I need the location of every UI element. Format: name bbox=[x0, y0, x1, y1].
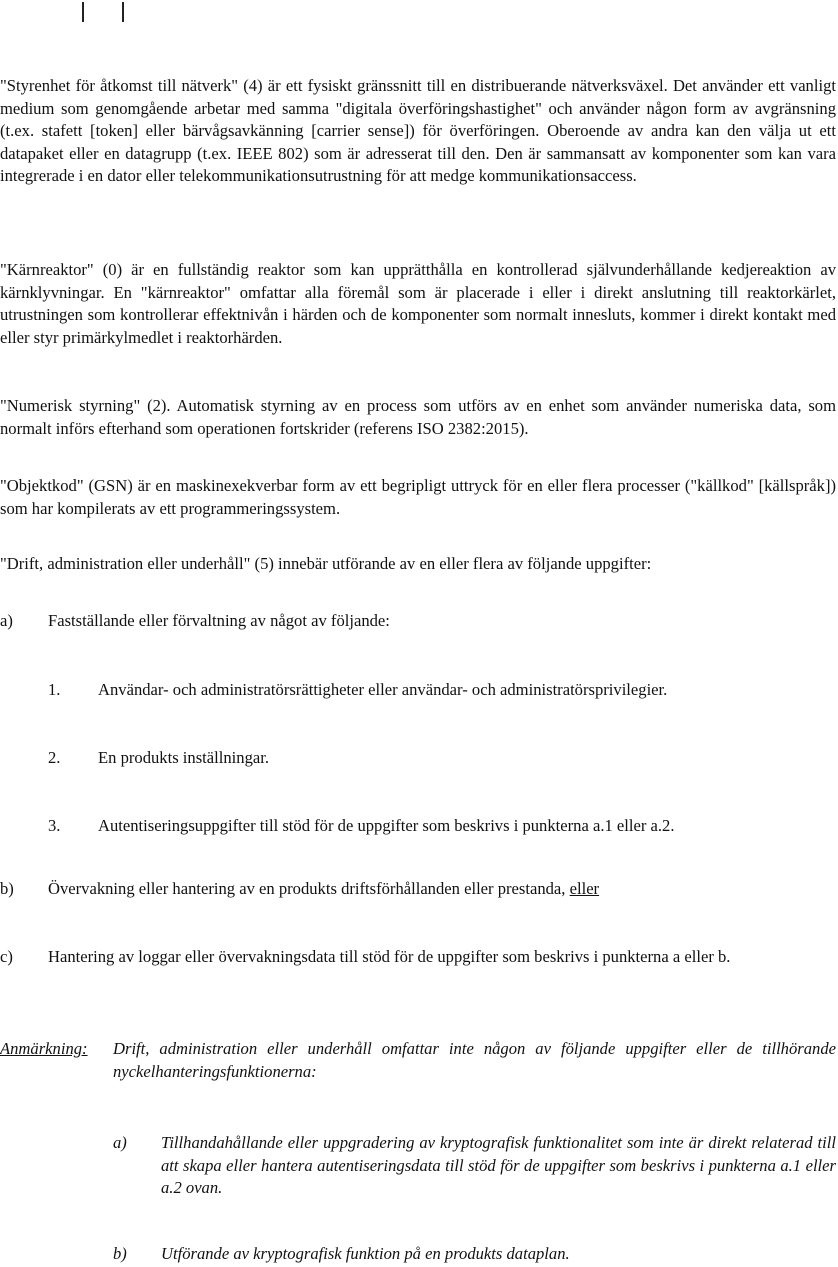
note-label: Anmärkning: bbox=[0, 1039, 88, 1058]
list-text: Användar- och administratörsrättigheter eller användar- och administratörsprivilegier. bbox=[98, 680, 668, 699]
list-text: Fastställande eller förvaltning av något av följande: bbox=[48, 611, 390, 630]
list-marker: b) bbox=[113, 1244, 127, 1263]
list-text: Utförande av kryptografisk funktion på en produkts dataplan. bbox=[161, 1244, 570, 1263]
list-marker: c) bbox=[0, 947, 13, 966]
header-mark bbox=[122, 2, 124, 22]
list-marker: a) bbox=[113, 1133, 127, 1152]
list-text: En produkts inställningar. bbox=[98, 748, 269, 767]
definition-numerical-control: "Numerisk styrning" (2). Automatisk styrning av en process som utförs av en enhet som använder numeriska data, som normalt införs efterhand som operationen fortskrider (referens ISO 2382:2015). bbox=[0, 396, 836, 438]
list-text bbox=[48, 878, 599, 901]
list-marker: a) bbox=[0, 611, 13, 630]
eller-link[interactable]: eller bbox=[569, 879, 600, 898]
note-item-a bbox=[113, 1132, 836, 1202]
list-text: Autentiseringsuppgifter till stöd för de uppgifter som beskrivs i punkterna a.1 eller a.2. bbox=[98, 816, 675, 835]
definition-network-access-controller: "Styrenhet för åtkomst till nätverk" (4) är ett fysiskt gränssnitt till en distribuerande nätverksväxel. Det använder ett vanligt medium som genomgående arbetar med samma "digitala överföringshastighet" och använder någon form av avgränsning (t.ex. stafett [token] eller bärvågsavkänning [carrier sense]) för överföringen. Oberoende av andra kan den välja ut ett datapaket eller en datagrupp (t.ex. IEEE 802) som är adresserat till den. Den är sammansatt av komponenter som kan vara integrerade i en dator eller telekommunikationsutrustning för att medge kommunikationsaccess. bbox=[0, 76, 836, 186]
definition-object-code: "Objektkod" (GSN) är en maskinexekverbar form av ett begripligt uttryck för en eller flera processer ("källkod" [källspråk]) som har kompilerats av ett programmeringssystem. bbox=[0, 476, 836, 518]
list-marker: b) bbox=[0, 879, 14, 898]
list-text: Hantering av loggar eller övervakningsdata till stöd för de uppgifter som beskrivs i punkterna a eller b. bbox=[48, 947, 731, 966]
definition-operations-administration-maintenance: "Drift, administration eller underhåll" (5) innebär utförande av en eller flera av följande uppgifter: bbox=[0, 554, 652, 573]
list-text: Tillhandahållande eller uppgradering av kryptografisk funktionalitet som inte är direkt relaterad till att skapa eller hantera autentiseringsdata till stöd för de uppgifter som beskrivs i punkterna a.1 eller a.2 ovan. bbox=[161, 1133, 836, 1198]
note-text: Drift, administration eller underhåll omfattar inte någon av följande uppgifter eller de tillhörande nyckelhanteringsfunktionerna: bbox=[113, 1039, 836, 1081]
list-marker: 2. bbox=[48, 748, 61, 767]
list-item-c bbox=[0, 946, 836, 992]
list-marker: 1. bbox=[48, 680, 61, 699]
header-mark bbox=[82, 2, 84, 22]
definition-nuclear-reactor: "Kärnreaktor" (0) är en fullständig reaktor som kan upprätthålla en kontrollerad självunderhållande kedjereaktion av kärnklyvningar. En "kärnreaktor" omfattar alla föremål som är placerade i eller i direkt anslutning till reaktorkärlet, utrustningen som kontrollerar effektnivån i härden och de komponenter som normalt innesluts, kommer i direkt kontakt med eller styr primärkylmedlet i reaktorhärden. bbox=[0, 260, 836, 347]
list-text-body: Övervakning eller hantering av en produkts driftsförhållanden eller prestanda, bbox=[48, 879, 566, 898]
list-marker: 3. bbox=[48, 816, 61, 835]
